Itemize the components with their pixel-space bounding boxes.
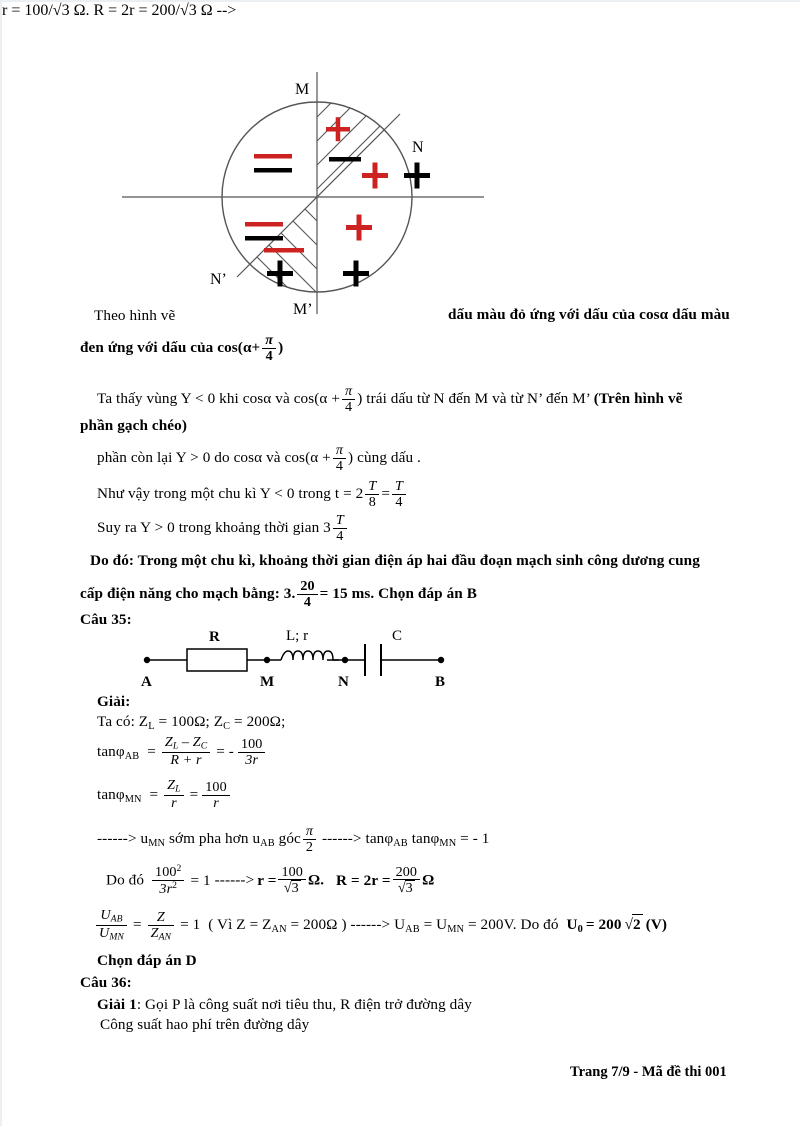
u-result-sub2: MN <box>447 923 465 935</box>
heading-cau-35: Câu 35: <box>80 611 132 628</box>
fraction-100sq-over-3rsq <box>152 864 184 896</box>
fraction-T-over-4: $\frac{T}{4}$ <box>333 513 347 544</box>
tan-ab-num-ZL: Z <box>164 734 173 750</box>
U-num: U <box>100 907 111 923</box>
r-result-label: r = <box>257 871 277 889</box>
ta-co-sub-C: C <box>223 720 231 732</box>
hatch-upper-wedge <box>250 62 434 244</box>
fraction-T-over-4: $\frac{T}{4}$ <box>392 479 406 510</box>
u-result-sub1: AB <box>405 923 420 935</box>
num-exp: 2 <box>176 863 182 874</box>
den-exp: 2 <box>172 879 178 891</box>
sign-pair-lower-right <box>343 215 372 287</box>
phan-con-lai-part1: phần còn lại Y > 0 do cosα và cos(α + <box>97 448 331 466</box>
tan-product-sub-AB: AB <box>393 837 408 849</box>
text-nhu-vay-chu-ki <box>97 479 408 510</box>
tan-ab-r-num: 100 <box>238 737 266 753</box>
black-minus-icon <box>254 168 292 173</box>
fraction-pi-over-2: $\frac{\pi}{2}$ <box>303 824 316 855</box>
do-do-part3: = 15 ms. Chọn đáp án B <box>319 584 477 602</box>
do-do-part2: cấp điện năng cho mạch bằng: 3. <box>80 584 296 602</box>
ta-thay-part1: Ta thấy vùng Y < 0 khi cosα và cos(α + <box>97 389 341 407</box>
r-num: 100 <box>278 865 306 881</box>
text-ta-thay-vung <box>97 384 683 415</box>
tan-ab-sub: AB <box>124 750 140 762</box>
text-chon-dap-an-35: Chọn đáp án D <box>97 952 197 969</box>
fraction-100-over-3r <box>238 737 266 768</box>
u0-eq: = 200 <box>585 915 622 933</box>
giai1-label: Giải 1 <box>97 996 137 1013</box>
vi-clause-2: = 200Ω ) <box>286 915 347 933</box>
num-100: 100 <box>155 863 177 880</box>
sign-pair-lower-wedge <box>264 248 304 287</box>
node-B <box>438 657 444 663</box>
tan-ab-den: R + r <box>170 751 202 768</box>
black-minus-icon <box>245 236 283 241</box>
page-footer: Trang 7/9 - Mã đề thi 001 <box>570 1064 727 1080</box>
node-label-B: B <box>435 674 446 690</box>
red-minus-icon <box>254 154 292 159</box>
R-den-sqrt: 3 <box>405 880 413 897</box>
ta-co-prefix: Ta có: Z <box>97 713 149 730</box>
node-A <box>144 657 150 663</box>
text-do-do-line1: Do đó: Trong một chu kì, khoảng thời gian điện áp hai đầu đoạn mạch sinh công dương cung <box>90 552 700 569</box>
red-plus-icon <box>362 163 388 189</box>
ta-co-mid: = 100Ω; Z <box>154 713 224 730</box>
som-pha-goc: góc <box>274 829 301 847</box>
tan-ab-r-den: 3r <box>245 751 259 768</box>
fraction-ZL-over-r <box>164 778 183 811</box>
label-L-r: L; r <box>286 628 309 644</box>
eq-one: = 1 <box>190 871 211 889</box>
red-minus-icon <box>245 222 283 227</box>
fraction-20-over-4: $\frac{20}{4}$ <box>297 579 317 610</box>
tan-mn-num-Z: Z <box>167 777 176 793</box>
black-plus-icon <box>343 261 369 287</box>
tan-product-sub-MN: MN <box>439 837 457 849</box>
u-result-2: = U <box>419 915 448 933</box>
som-pha-u: u <box>140 829 149 847</box>
rlc-circuit-figure <box>129 624 459 696</box>
resistor-R <box>187 649 247 671</box>
black-plus-icon <box>404 163 430 189</box>
red-plus-icon <box>326 117 350 141</box>
fraction-100-over-sqrt3: $\frac{100}{√3}$ <box>278 865 306 897</box>
tan-ab-num-mid: – Z <box>178 734 201 750</box>
hatch-lower-wedge <box>200 152 372 324</box>
text-suy-ra <box>97 513 349 544</box>
fraction-ZL-ZC-over-R-r <box>162 735 210 768</box>
sign-pair-upper-wedge <box>326 117 361 161</box>
fraction-T-over-8: $\frac{T}{8}$ <box>365 479 379 510</box>
black-minus-icon <box>329 157 361 162</box>
equation-tan-phi-MN: tanφ$_{MN}$ = $\frac{Z_L}{r}$ = $\frac{100}{r}$ <box>97 778 232 811</box>
tan-ab-equals-neg: = - <box>216 742 234 760</box>
rlc-circuit-svg <box>129 624 459 696</box>
sign-pair-upper-right <box>362 163 430 189</box>
vi-clause-1: ( Vì Z = Z <box>208 915 272 933</box>
fraction-pi-over-4: $\frac{\pi}{4}$ <box>333 443 346 474</box>
text-cong-suat-hao-phi: Công suất hao phí trên đường dây <box>100 1016 310 1033</box>
tan-ab-num-sub-C: C <box>200 740 208 752</box>
text-giai1-cau36 <box>97 995 472 1014</box>
text-som-pha <box>97 824 489 855</box>
fraction-pi-over-4: $\frac{\pi}{4}$ <box>262 333 276 364</box>
r-den-sqrt: 3 <box>291 880 299 897</box>
som-pha-sub-MN: MN <box>148 837 166 849</box>
fraction-pi-over-4: $\frac{\pi}{4}$ <box>342 384 355 415</box>
R-result-label: R = 2r = <box>336 871 391 889</box>
tan-mn-den: r <box>171 794 177 811</box>
Z-den-sub: AN <box>158 931 172 943</box>
den-ung-prefix: đen ứng với dấu của cos(α+ <box>80 338 261 356</box>
fraction-200-over-sqrt3: $\frac{200}{√3}$ <box>393 865 421 897</box>
tan-product-2: tanφ <box>407 829 440 847</box>
vi-clause-sub: AN <box>271 923 287 935</box>
z-eq-one: = 1 <box>180 915 201 933</box>
u0-sub: 0 <box>577 923 583 935</box>
phasor-circle-svg <box>112 62 492 327</box>
sign-pair-lower-left <box>245 222 283 241</box>
node-N <box>342 657 348 663</box>
tan-product-3: = - 1 <box>456 829 490 847</box>
node-label-A: A <box>141 674 152 690</box>
tan-mn-r-den: r <box>213 794 219 811</box>
nhu-vay-part1: Như vậy trong một chu kì Y < 0 trong t = 2 <box>97 484 364 502</box>
fraction-100-over-r <box>202 780 230 811</box>
tan-mn-r-num: 100 <box>202 780 230 796</box>
u-result-3: = 200V. Do đó <box>464 915 559 933</box>
r-unit: Ω. <box>307 871 325 889</box>
den-ung-suffix: ) <box>278 338 284 356</box>
node-label-N: N <box>338 674 349 690</box>
tan-product-1: tanφ <box>365 829 394 847</box>
som-pha-mid: sớm pha hơn u <box>165 829 261 847</box>
label-giai-cau35: Giải: <box>97 693 131 710</box>
U-den: U <box>99 924 110 941</box>
equation-tan-phi-AB: tanφ$_{AB}$ = $\frac{Z_L - Z_C}{R + r}$ = - $\frac{100}{3r}$ <box>97 735 267 768</box>
phasor-circle-figure <box>112 62 492 327</box>
text-phan-gach-cheo: phần gạch chéo) <box>80 417 187 434</box>
som-pha-sub-AB: AB <box>260 837 275 849</box>
tan-ab-label: tanφ <box>97 742 125 760</box>
node-label-M: M <box>260 674 275 690</box>
label-R: R <box>209 629 220 645</box>
arrow-marker: ------> <box>97 829 137 847</box>
text-theo-hinh-ve: Theo hình vẽ <box>94 307 176 324</box>
text-phan-con-lai <box>97 443 421 474</box>
label-N-prime: N’ <box>210 271 227 288</box>
arrow-marker-3: ------> <box>214 871 255 889</box>
u0-sqrt: 2 <box>633 915 641 933</box>
text-ta-co <box>97 712 285 734</box>
fraction-UAB-over-UMN <box>96 908 127 943</box>
ta-thay-part2: ) trái dấu từ N đến M và từ N’ đến M’ <box>357 389 590 407</box>
Z-num: Z <box>148 910 174 926</box>
label-C: C <box>392 628 403 644</box>
do-do-label: Do đó <box>106 871 145 889</box>
suy-ra-part1: Suy ra Y > 0 trong khoảng thời gian 3 <box>97 518 331 536</box>
ta-co-end: = 200Ω; <box>230 713 286 730</box>
red-plus-icon <box>346 215 372 241</box>
ta-co-sub-L: L <box>148 720 155 732</box>
text-den-ung-voi-dau <box>80 333 283 364</box>
u0-unit: (V) <box>645 915 668 933</box>
equation-solve-r <box>106 864 434 896</box>
nhu-vay-equals: = <box>381 484 390 502</box>
u-result-1: U <box>394 915 406 933</box>
diagonal-NNprime <box>237 114 400 277</box>
phan-con-lai-part2: ) cùng dấu . <box>348 448 421 466</box>
R-num: 200 <box>393 865 421 881</box>
arrow-marker-2: ------> <box>321 829 362 847</box>
text-do-do-line2 <box>80 579 477 610</box>
giai1-text: : Gọi P là công suất nơi tiêu thu, R điện trở đường dây <box>136 996 472 1013</box>
text-dau-mau-do: dấu màu đỏ ứng với dấu của cosα dấu màu <box>448 306 730 323</box>
label-M: M <box>295 81 310 98</box>
red-minus-icon <box>264 248 304 253</box>
Z-den: Z <box>150 924 159 941</box>
label-N: N <box>412 139 424 156</box>
tan-mn-num-sub-L: L <box>175 783 181 795</box>
equation-voltage-ratio: $\frac{U_{AB}}{U_{MN}}$ = $\frac{Z}{Z_{AN}}$ = 1 ( Vì $Z = Z_{AN} = 200\Omega$ ) ------> $U_{AB} = U_{MN} = 200V$. Do đó $U_0 = 200$ √2 (V) <box>94 908 667 943</box>
R-unit: Ω <box>422 871 435 889</box>
node-M <box>264 657 270 663</box>
tan-ab-num-sub-L: L <box>172 740 179 752</box>
U-den-sub: MN <box>109 931 124 943</box>
tan-mn-sub: MN <box>124 793 142 805</box>
u0-label: U <box>566 915 578 933</box>
sign-pair-upper-left <box>254 154 292 173</box>
inductor-L <box>281 651 339 660</box>
den-3r: 3r <box>159 880 173 897</box>
arrow-marker-4: ------> <box>350 915 391 933</box>
ta-thay-bold: (Trên hình vẽ <box>593 389 683 407</box>
tan-mn-label: tanφ <box>97 785 125 803</box>
U-num-sub: AB <box>110 913 123 925</box>
heading-cau-36: Câu 36: <box>80 974 132 991</box>
label-M-prime: M’ <box>293 301 313 318</box>
fraction-Z-over-ZAN <box>148 910 174 943</box>
document-page: M N M’ N’ Theo hình vẽ dấu màu đỏ ứng với dấu của cosα dấu màu đen ứng với dấu của cos(α+ $\frac{\pi}{4}$ ) Ta thấy vùng Y < 0 khi cosα và cos(α + $\frac{\pi}{4}$ ) trái dấu từ N đến M và từ N’ đến M’ (Trên hình vẽ phần gạch chéo) phần còn lại Y > 0 do cosα và cos(α + $\frac{\pi}{4}$ ) cùng dấu . Như vậy trong một chu kì Y < 0 trong t = 2 $\frac{T}{8}$ = $\frac{T}{4}$ Suy ra Y > 0 trong khoảng thời gian 3 $\frac{T}{4}$ Do đó: Trong một chu kì, khoảng thời gian điện áp hai đầu đoạn mạch sinh công dương cung cấp điện năng cho mạch bằng: 3. $\frac{20}{4}$ = 15 ms. Chọn đáp án B Câu 35: R L; r C A M N B Giải: Ta có: $Z_L = 100\Omega$; $Z_C = 200\Omega$; tanφ$_{AB}$ = $\frac{Z_L - Z_C}{R + r}$ = - $\frac{100}{3r}$ tanφ$_{MN}$ = $\frac{Z_L}{r}$ = $\frac{100}{r}$ ------> $u_{MN}$ sớm pha hơn $u_{AB}$ góc $\frac{\pi}{2}$ ------> tanφ$_{AB}$ tanφ$_{MN}$ = - 1 r = 100/√3 Ω. R = 2r = 200/√3 Ω --> Do đó $\frac{100^2}{3r^2}$ = 1 ------> r = $\frac{100}{√3}$ Ω. R = 2r = $\frac{200}{√3}$ Ω $\frac{U_{AB}}{U_{MN}}$ = $\frac{Z}{Z_{AN}}$ = 1 ( Vì $Z = Z_{AN} = 200\Omega$ ) ------> $U_{AB} = U_{MN} = 200V$. Do đó $U_0 = 200$ √2 (V) Chọn đáp án D Câu 36: Giải 1: Gọi P là công suất nơi tiêu thu, R điện trở đường dây Công suất hao phí trên đường dây Trang 7/9 - Mã đề thi 001 <box>0 0 800 1126</box>
